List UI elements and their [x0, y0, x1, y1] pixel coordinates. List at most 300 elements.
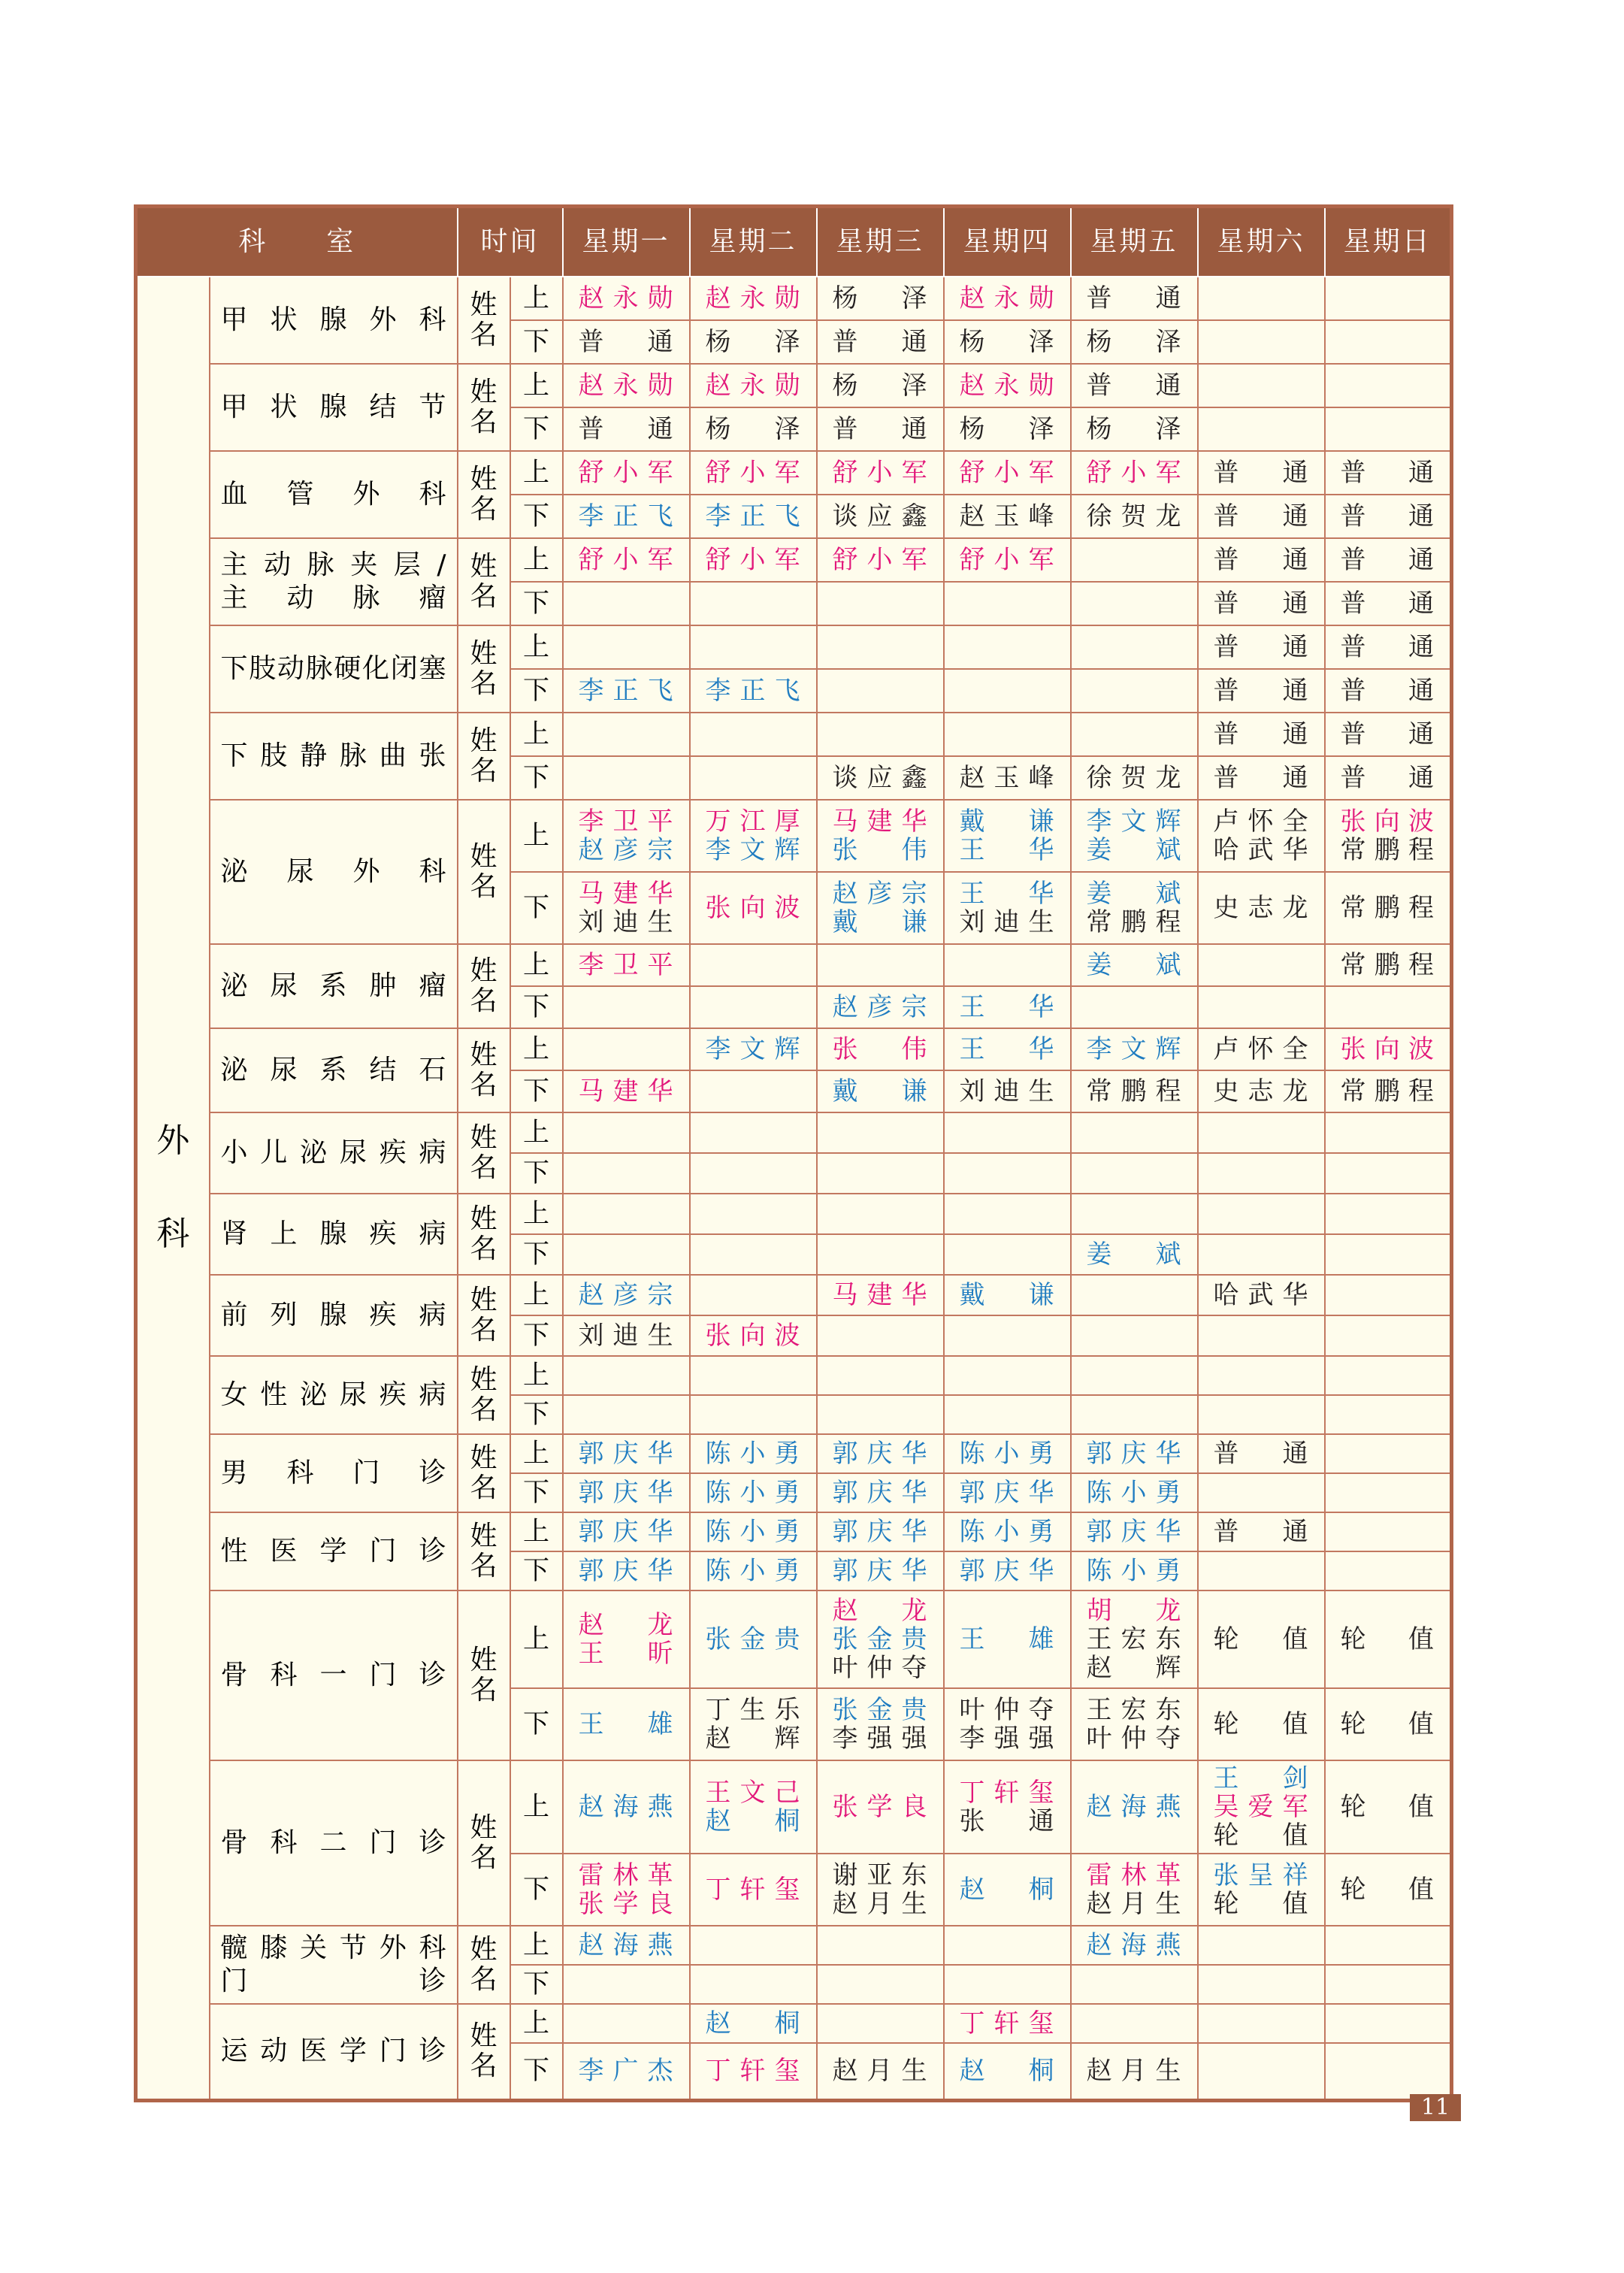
department-name-line: 前列腺疾病: [220, 1300, 446, 1330]
doctor-cell: [1325, 277, 1452, 320]
doctor-name: 赵月生: [1086, 2056, 1182, 2087]
doctor-name: 陈小勇: [705, 1517, 801, 1547]
slot-am: 上: [510, 1194, 563, 1234]
doctor-cell: [1325, 1356, 1452, 1395]
doctor-cell: [1325, 1590, 1452, 1688]
doctor-name: 郭庆华: [1086, 1439, 1182, 1469]
doctor-name: 常鹏程: [1340, 1076, 1435, 1106]
doctor-cell: [1325, 1028, 1452, 1070]
schedule-row: [136, 625, 1452, 669]
department-name: [210, 1434, 458, 1512]
page-number: 11: [1410, 2094, 1461, 2121]
doctor-cell: [944, 1194, 1071, 1234]
doctor-name: 轮 值: [1213, 1889, 1309, 1919]
doctor-name: 李文辉: [1086, 807, 1182, 837]
doctor-name: 赵 桐: [705, 1806, 801, 1836]
schedule-row: [136, 1028, 1452, 1070]
doctor-cell: [1071, 1551, 1198, 1590]
doctor-name: 姜 斌: [1086, 835, 1182, 865]
doctor-cell: [1071, 713, 1198, 756]
doctor-cell: [817, 1275, 944, 1315]
doctor-cell: [563, 495, 690, 538]
doctor-cell: [1071, 1275, 1198, 1315]
doctor-cell: [1325, 669, 1452, 713]
doctor-name: 普 通: [1340, 719, 1435, 749]
doctor-cell: [1071, 320, 1198, 364]
doctor-cell: [1198, 407, 1325, 451]
slot-pm: 下: [510, 1965, 563, 2004]
schedule-row: [136, 1590, 1452, 1688]
doctor-cell: [563, 1926, 690, 1965]
doctor-name: 轮 值: [1340, 1792, 1435, 1822]
doctor-cell: [1071, 944, 1198, 986]
doctor-cell: [1198, 495, 1325, 538]
doctor-cell: [944, 407, 1071, 451]
name-label-char: 名: [470, 1315, 497, 1345]
doctor-name: 舒小军: [959, 458, 1055, 488]
doctor-name: 吴爱军: [1213, 1792, 1309, 1822]
slot-pm: 下: [510, 1688, 563, 1760]
doctor-cell: [1071, 2043, 1198, 2100]
doctor-cell: [1198, 320, 1325, 364]
doctor-name: 叶仲夺: [959, 1695, 1055, 1725]
doctor-cell: [563, 1356, 690, 1395]
doctor-cell: [1198, 364, 1325, 407]
doctor-cell: [944, 756, 1071, 800]
doctor-cell: [944, 1965, 1071, 2004]
doctor-name: 李正飞: [705, 501, 801, 531]
doctor-name: 普 通: [1213, 589, 1309, 619]
doctor-name: 王 雄: [578, 1709, 674, 1739]
doctor-cell: [690, 1512, 817, 1551]
doctor-name: 刘迪生: [959, 907, 1055, 937]
doctor-cell: [1325, 1395, 1452, 1434]
doctor-name: 普 通: [578, 414, 674, 444]
doctor-cell: [1198, 1395, 1325, 1434]
department-name-line: 髋膝关节外科: [220, 1933, 446, 1963]
doctor-name: 王宏东: [1086, 1695, 1182, 1725]
schedule-row: [136, 1926, 1452, 1965]
department-name-line: 主动脉瘤: [220, 583, 446, 613]
doctor-name: 杨 泽: [832, 283, 928, 313]
doctor-name: 普 通: [1340, 589, 1435, 619]
doctor-cell: [944, 277, 1071, 320]
doctor-cell: [690, 756, 817, 800]
department-name: [210, 2004, 458, 2100]
doctor-cell: [1198, 538, 1325, 582]
header-dept: 科 室: [136, 207, 458, 277]
doctor-cell: [1071, 800, 1198, 872]
doctor-name: 轮 值: [1213, 1821, 1309, 1851]
doctor-name: 丁轩玺: [705, 1875, 801, 1905]
doctor-cell: [817, 1028, 944, 1070]
doctor-name: 张向波: [705, 1321, 801, 1351]
doctor-cell: [1071, 277, 1198, 320]
doctor-name: 赵 辉: [705, 1724, 801, 1754]
doctor-cell: [1071, 1194, 1198, 1234]
doctor-name: 常鹏程: [1086, 907, 1182, 937]
name-label-char: 名: [470, 2051, 497, 2082]
doctor-cell: [817, 1512, 944, 1551]
name-label-char: 名: [470, 1472, 497, 1503]
doctor-name: 赵永勋: [578, 371, 674, 401]
doctor-cell: [690, 944, 817, 986]
doctor-cell: [1325, 800, 1452, 872]
doctor-cell: [817, 277, 944, 320]
doctor-cell: [944, 1512, 1071, 1551]
doctor-name: 普 通: [1213, 458, 1309, 488]
doctor-name: 常鹏程: [1340, 835, 1435, 865]
doctor-cell: [690, 1315, 817, 1356]
doctor-name: 张金贵: [832, 1624, 928, 1654]
name-label: [458, 538, 510, 625]
doctor-cell: [563, 1112, 690, 1153]
name-label: [458, 1512, 510, 1590]
doctor-cell: [690, 986, 817, 1028]
department-name: [210, 944, 458, 1028]
doctor-cell: [563, 669, 690, 713]
name-label-char: 名: [470, 1394, 497, 1425]
doctor-cell: [690, 1760, 817, 1854]
doctor-cell: [563, 277, 690, 320]
doctor-name: 胡 龙: [1086, 1596, 1182, 1626]
doctor-name: 轮 值: [1213, 1624, 1309, 1654]
name-label-char: 名: [470, 1964, 497, 1995]
slot-am: 上: [510, 451, 563, 495]
doctor-name: 张学良: [832, 1792, 928, 1822]
doctor-cell: [563, 1028, 690, 1070]
doctor-cell: [563, 944, 690, 986]
doctor-name: 徐贺龙: [1086, 501, 1182, 531]
department-name-line: 骨科二门诊: [220, 1827, 446, 1858]
doctor-name: 舒小军: [959, 545, 1055, 575]
doctor-name: 郭庆华: [1086, 1517, 1182, 1547]
doctor-cell: [690, 1688, 817, 1760]
slot-pm: 下: [510, 1395, 563, 1434]
doctor-cell: [563, 756, 690, 800]
doctor-cell: [944, 451, 1071, 495]
doctor-name: 赵彦宗: [832, 879, 928, 909]
doctor-name: 王宏东: [1086, 1624, 1182, 1654]
doctor-name: 王 华: [959, 879, 1055, 909]
doctor-cell: [817, 669, 944, 713]
doctor-name: 赵月生: [832, 1889, 928, 1919]
slot-am: 上: [510, 1434, 563, 1473]
name-label: [458, 944, 510, 1028]
doctor-name: 赵永勋: [959, 371, 1055, 401]
doctor-cell: [817, 1315, 944, 1356]
doctor-name: 陈小勇: [1086, 1556, 1182, 1586]
doctor-name: 李正飞: [578, 676, 674, 706]
department-name-line: 甲状腺结节: [220, 392, 446, 422]
doctor-cell: [563, 1473, 690, 1512]
doctor-name: 舒小军: [578, 545, 674, 575]
doctor-name: 赵海燕: [578, 1930, 674, 1960]
doctor-cell: [944, 1070, 1071, 1112]
doctor-name: 常鹏程: [1340, 950, 1435, 980]
doctor-cell: [690, 625, 817, 669]
name-label-char: 姓: [470, 1442, 497, 1473]
doctor-cell: [1198, 1473, 1325, 1512]
name-label-char: 姓: [470, 955, 497, 986]
doctor-cell: [1198, 986, 1325, 1028]
doctor-name: 普 通: [832, 414, 928, 444]
name-label: [458, 451, 510, 538]
doctor-cell: [1198, 669, 1325, 713]
doctor-name: 赵永勋: [959, 283, 1055, 313]
doctor-cell: [690, 451, 817, 495]
doctor-cell: [690, 1028, 817, 1070]
doctor-cell: [1325, 756, 1452, 800]
doctor-name: 卢怀全: [1213, 807, 1309, 837]
doctor-cell: [563, 582, 690, 625]
name-label: [458, 1434, 510, 1512]
doctor-name: 郭庆华: [832, 1478, 928, 1508]
doctor-cell: [1071, 1028, 1198, 1070]
doctor-cell: [817, 1854, 944, 1926]
doctor-name: 李文辉: [705, 835, 801, 865]
schedule-row: [136, 451, 1452, 495]
name-label-char: 名: [470, 319, 497, 350]
doctor-name: 丁生乐: [705, 1695, 801, 1725]
doctor-cell: [1071, 625, 1198, 669]
doctor-cell: [944, 1926, 1071, 1965]
slot-am: 上: [510, 1356, 563, 1395]
doctor-cell: [563, 1194, 690, 1234]
doctor-cell: [1198, 1512, 1325, 1551]
doctor-cell: [1325, 538, 1452, 582]
slot-am: 上: [510, 1760, 563, 1854]
department-name: [210, 1760, 458, 1926]
doctor-name: 郭庆华: [832, 1556, 928, 1586]
doctor-cell: [1325, 2043, 1452, 2100]
header-day: 星期一: [563, 207, 690, 277]
doctor-cell: [944, 2004, 1071, 2043]
doctor-cell: [1325, 2004, 1452, 2043]
doctor-cell: [1071, 1590, 1198, 1688]
doctor-name: 丁轩玺: [959, 2008, 1055, 2038]
name-label-char: 名: [470, 581, 497, 612]
doctor-name: 郭庆华: [959, 1556, 1055, 1586]
doctor-cell: [563, 872, 690, 944]
doctor-name: 张 通: [959, 1806, 1055, 1836]
doctor-cell: [1198, 582, 1325, 625]
doctor-cell: [563, 1315, 690, 1356]
department-name: [210, 713, 458, 800]
doctor-cell: [817, 320, 944, 364]
doctor-cell: [690, 669, 817, 713]
doctor-name: 戴 谦: [832, 907, 928, 937]
doctor-name: 普 通: [1340, 545, 1435, 575]
doctor-cell: [563, 1590, 690, 1688]
doctor-name: 郭庆华: [578, 1556, 674, 1586]
doctor-cell: [690, 800, 817, 872]
doctor-name: 普 通: [1213, 545, 1309, 575]
name-label-char: 名: [470, 755, 497, 786]
name-label: [458, 713, 510, 800]
slot-pm: 下: [510, 1315, 563, 1356]
doctor-name: 舒小军: [578, 458, 674, 488]
doctor-name: 姜 斌: [1086, 879, 1182, 909]
doctor-name: 张向波: [1340, 807, 1435, 837]
doctor-cell: [1325, 1760, 1452, 1854]
name-label-char: 名: [470, 985, 497, 1016]
doctor-cell: [690, 2043, 817, 2100]
doctor-cell: [1325, 495, 1452, 538]
doctor-cell: [1071, 1926, 1198, 1965]
slot-am: 上: [510, 2004, 563, 2043]
slot-pm: 下: [510, 1153, 563, 1194]
doctor-name: 李正飞: [705, 676, 801, 706]
name-label-char: 姓: [470, 551, 497, 582]
schedule-row: [136, 1434, 1452, 1473]
doctor-cell: [944, 2043, 1071, 2100]
doctor-cell: [944, 1473, 1071, 1512]
department-name: [210, 277, 458, 364]
doctor-name: 李文辉: [1086, 1034, 1182, 1064]
doctor-cell: [563, 1688, 690, 1760]
doctor-cell: [817, 1926, 944, 1965]
slot-am: 上: [510, 800, 563, 872]
name-label-char: 姓: [470, 1812, 497, 1843]
doctor-cell: [1198, 1153, 1325, 1194]
doctor-cell: [563, 538, 690, 582]
name-label: [458, 1590, 510, 1760]
department-name-line: 骨科一门诊: [220, 1660, 446, 1690]
doctor-cell: [817, 538, 944, 582]
doctor-cell: [1198, 872, 1325, 944]
name-label-char: 姓: [470, 1285, 497, 1315]
doctor-cell: [944, 1551, 1071, 1590]
doctor-cell: [1198, 1356, 1325, 1395]
name-label: [458, 1194, 510, 1275]
doctor-cell: [1071, 1153, 1198, 1194]
doctor-cell: [944, 625, 1071, 669]
doctor-cell: [563, 713, 690, 756]
doctor-cell: [944, 364, 1071, 407]
name-label: [458, 1275, 510, 1356]
doctor-cell: [817, 1070, 944, 1112]
name-label-char: 名: [470, 668, 497, 699]
header-day: 星期日: [1325, 207, 1452, 277]
doctor-cell: [1071, 364, 1198, 407]
doctor-cell: [944, 1112, 1071, 1153]
department-name-line: 下肢动脉硬化闭塞: [220, 653, 446, 684]
schedule-row: [136, 1112, 1452, 1153]
doctor-cell: [1071, 1234, 1198, 1275]
department-name-line: 下肢静脉曲张: [220, 740, 446, 771]
doctor-cell: [1325, 1512, 1452, 1551]
department-name-line: 泌尿系结石: [220, 1055, 446, 1085]
doctor-cell: [817, 1434, 944, 1473]
doctor-name: 雷林革: [1086, 1860, 1182, 1890]
doctor-name: 常鹏程: [1340, 893, 1435, 923]
doctor-cell: [690, 1590, 817, 1688]
doctor-name: 陈小勇: [959, 1439, 1055, 1469]
doctor-cell: [817, 1551, 944, 1590]
doctor-name: 普 通: [1213, 1439, 1309, 1469]
doctor-cell: [1071, 1356, 1198, 1395]
doctor-cell: [1198, 1434, 1325, 1473]
doctor-name: 张向波: [1340, 1034, 1435, 1064]
doctor-name: 普 通: [1213, 676, 1309, 706]
name-label-char: 名: [470, 1233, 497, 1264]
doctor-cell: [817, 1590, 944, 1688]
doctor-cell: [1071, 872, 1198, 944]
doctor-name: 史志龙: [1213, 1076, 1309, 1106]
doctor-cell: [690, 364, 817, 407]
doctor-cell: [944, 1356, 1071, 1395]
doctor-cell: [690, 1965, 817, 2004]
doctor-cell: [690, 538, 817, 582]
doctor-name: 舒小军: [832, 545, 928, 575]
doctor-cell: [1325, 1688, 1452, 1760]
doctor-cell: [1071, 451, 1198, 495]
slot-pm: 下: [510, 407, 563, 451]
doctor-cell: [1198, 1760, 1325, 1854]
doctor-name: 杨 泽: [1086, 327, 1182, 357]
header-day: 星期三: [817, 207, 944, 277]
doctor-cell: [817, 451, 944, 495]
doctor-name: 普 通: [1086, 283, 1182, 313]
department-name: [210, 364, 458, 451]
doctor-cell: [1071, 1315, 1198, 1356]
doctor-cell: [944, 1760, 1071, 1854]
doctor-name: 丁轩玺: [959, 1778, 1055, 1808]
doctor-cell: [817, 2043, 944, 2100]
doctor-name: 杨 泽: [959, 414, 1055, 444]
doctor-cell: [1198, 1194, 1325, 1234]
name-label-char: 姓: [470, 1934, 497, 1965]
doctor-name: 赵月生: [1086, 1889, 1182, 1919]
doctor-cell: [944, 1153, 1071, 1194]
doctor-name: 万江厚: [705, 807, 801, 837]
doctor-cell: [1198, 1551, 1325, 1590]
doctor-name: 谈应鑫: [832, 501, 928, 531]
doctor-name: 普 通: [1340, 763, 1435, 793]
doctor-cell: [563, 364, 690, 407]
name-label-char: 姓: [470, 1645, 497, 1675]
doctor-cell: [690, 872, 817, 944]
doctor-cell: [944, 495, 1071, 538]
doctor-cell: [1325, 1551, 1452, 1590]
department-name-line: 泌尿系肿瘤: [220, 970, 446, 1001]
doctor-name: 马建华: [832, 807, 928, 837]
doctor-cell: [944, 320, 1071, 364]
name-label: [458, 1112, 510, 1194]
doctor-cell: [817, 986, 944, 1028]
doctor-cell: [690, 1153, 817, 1194]
doctor-name: 张 伟: [832, 835, 928, 865]
slot-pm: 下: [510, 2043, 563, 2100]
slot-am: 上: [510, 713, 563, 756]
schedule-row: [136, 364, 1452, 407]
doctor-cell: [1071, 1473, 1198, 1512]
slot-pm: 下: [510, 872, 563, 944]
schedule-row: [136, 944, 1452, 986]
header-day: 星期二: [690, 207, 817, 277]
doctor-cell: [563, 451, 690, 495]
department-name-line: 运动医学门诊: [220, 2035, 446, 2067]
header-time: 时间: [458, 207, 563, 277]
name-label: [458, 625, 510, 713]
doctor-name: 杨 泽: [832, 371, 928, 401]
doctor-cell: [1325, 1473, 1452, 1512]
slot-am: 上: [510, 1512, 563, 1551]
name-label: [458, 277, 510, 364]
slot-pm: 下: [510, 1234, 563, 1275]
doctor-name: 轮 值: [1213, 1709, 1309, 1739]
